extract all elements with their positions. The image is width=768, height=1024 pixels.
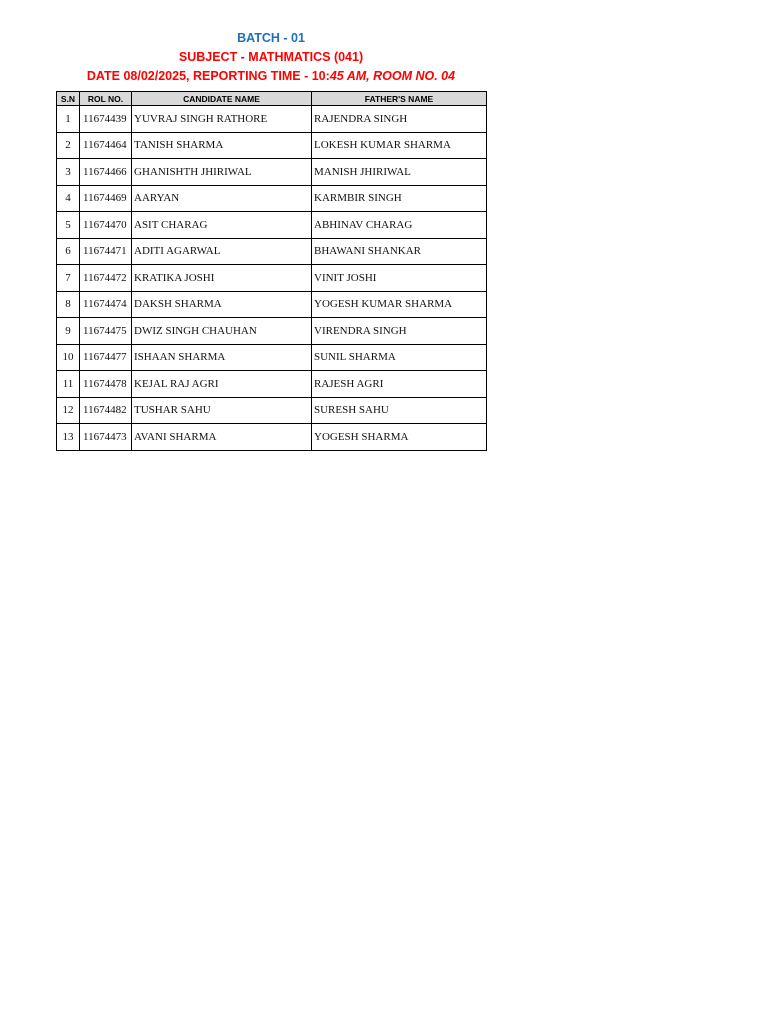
table-row [57, 371, 487, 398]
cell-sn: 5 [57, 212, 80, 239]
cell-candidate-name: DAKSH SHARMA [132, 291, 312, 318]
cell-sn: 1 [57, 106, 80, 133]
cell-candidate-name: YUVRAJ SINGH RATHORE [132, 106, 312, 133]
cell-sn: 4 [57, 185, 80, 212]
cell-sn: 3 [57, 159, 80, 186]
cell-sn: 12 [57, 397, 80, 424]
cell-fathers-name: VINIT JOSHI [312, 265, 487, 292]
cell-roll-no: 11674469 [80, 185, 132, 212]
column-header-candidate-name: CANDIDATE NAME [132, 92, 312, 106]
cell-candidate-name: TUSHAR SAHU [132, 397, 312, 424]
table-row [57, 132, 487, 159]
cell-candidate-name: DWIZ SINGH CHAUHAN [132, 318, 312, 345]
column-header-fathers-name: FATHER'S NAME [312, 92, 487, 106]
cell-roll-no: 11674475 [80, 318, 132, 345]
cell-candidate-name: AARYAN [132, 185, 312, 212]
cell-fathers-name: LOKESH KUMAR SHARMA [312, 132, 487, 159]
cell-roll-no: 11674482 [80, 397, 132, 424]
cell-sn: 10 [57, 344, 80, 371]
cell-roll-no: 11674478 [80, 371, 132, 398]
cell-fathers-name: YOGESH SHARMA [312, 424, 487, 451]
cell-sn: 13 [57, 424, 80, 451]
table-row [57, 265, 487, 292]
table-row [57, 159, 487, 186]
cell-fathers-name: SUNIL SHARMA [312, 344, 487, 371]
cell-fathers-name: RAJESH AGRI [312, 371, 487, 398]
batch-title: BATCH - 01 [237, 31, 305, 45]
cell-candidate-name: ADITI AGARWAL [132, 238, 312, 265]
cell-fathers-name: MANISH JHIRIWAL [312, 159, 487, 186]
cell-roll-no: 11674473 [80, 424, 132, 451]
table-row [57, 291, 487, 318]
table-row [57, 344, 487, 371]
date-line [56, 67, 486, 86]
cell-fathers-name: RAJENDRA SINGH [312, 106, 487, 133]
cell-candidate-name: KEJAL RAJ AGRI [132, 371, 312, 398]
cell-candidate-name: AVANI SHARMA [132, 424, 312, 451]
cell-candidate-name: ISHAAN SHARMA [132, 344, 312, 371]
cell-roll-no: 11674464 [80, 132, 132, 159]
cell-fathers-name: BHAWANI SHANKAR [312, 238, 487, 265]
cell-candidate-name: ASIT CHARAG [132, 212, 312, 239]
cell-sn: 2 [57, 132, 80, 159]
cell-sn: 8 [57, 291, 80, 318]
table-row [57, 318, 487, 345]
cell-candidate-name: KRATIKA JOSHI [132, 265, 312, 292]
date-line-prefix: DATE 08/02/2025, REPORTING TIME - 10: [86, 69, 330, 83]
subject-title: SUBJECT - MATHMATICS (041) [178, 50, 364, 64]
date-line-suffix: 45 AM, ROOM NO. 04 [329, 69, 456, 83]
table-row [57, 106, 487, 133]
cell-fathers-name: YOGESH KUMAR SHARMA [312, 291, 487, 318]
cell-sn: 7 [57, 265, 80, 292]
cell-sn: 9 [57, 318, 80, 345]
cell-candidate-name: GHANISHTH JHIRIWAL [132, 159, 312, 186]
cell-roll-no: 11674439 [80, 106, 132, 133]
cell-fathers-name: ABHINAV CHARAG [312, 212, 487, 239]
table-header-row [57, 92, 487, 106]
cell-roll-no: 11674477 [80, 344, 132, 371]
cell-candidate-name: TANISH SHARMA [132, 132, 312, 159]
cell-roll-no: 11674466 [80, 159, 132, 186]
cell-roll-no: 11674474 [80, 291, 132, 318]
cell-fathers-name: SURESH SAHU [312, 397, 487, 424]
table-row [57, 424, 487, 451]
cell-fathers-name: KARMBIR SINGH [312, 185, 487, 212]
column-header-sn: S.N [57, 92, 80, 106]
cell-roll-no: 11674471 [80, 238, 132, 265]
column-header-roll-no: ROL NO. [80, 92, 132, 106]
cell-fathers-name: VIRENDRA SINGH [312, 318, 487, 345]
cell-sn: 11 [57, 371, 80, 398]
table-row [57, 212, 487, 239]
cell-roll-no: 11674470 [80, 212, 132, 239]
cell-sn: 6 [57, 238, 80, 265]
cell-roll-no: 11674472 [80, 265, 132, 292]
table-row [57, 397, 487, 424]
table-row [57, 185, 487, 212]
table-row [57, 238, 487, 265]
candidate-table [56, 91, 487, 451]
